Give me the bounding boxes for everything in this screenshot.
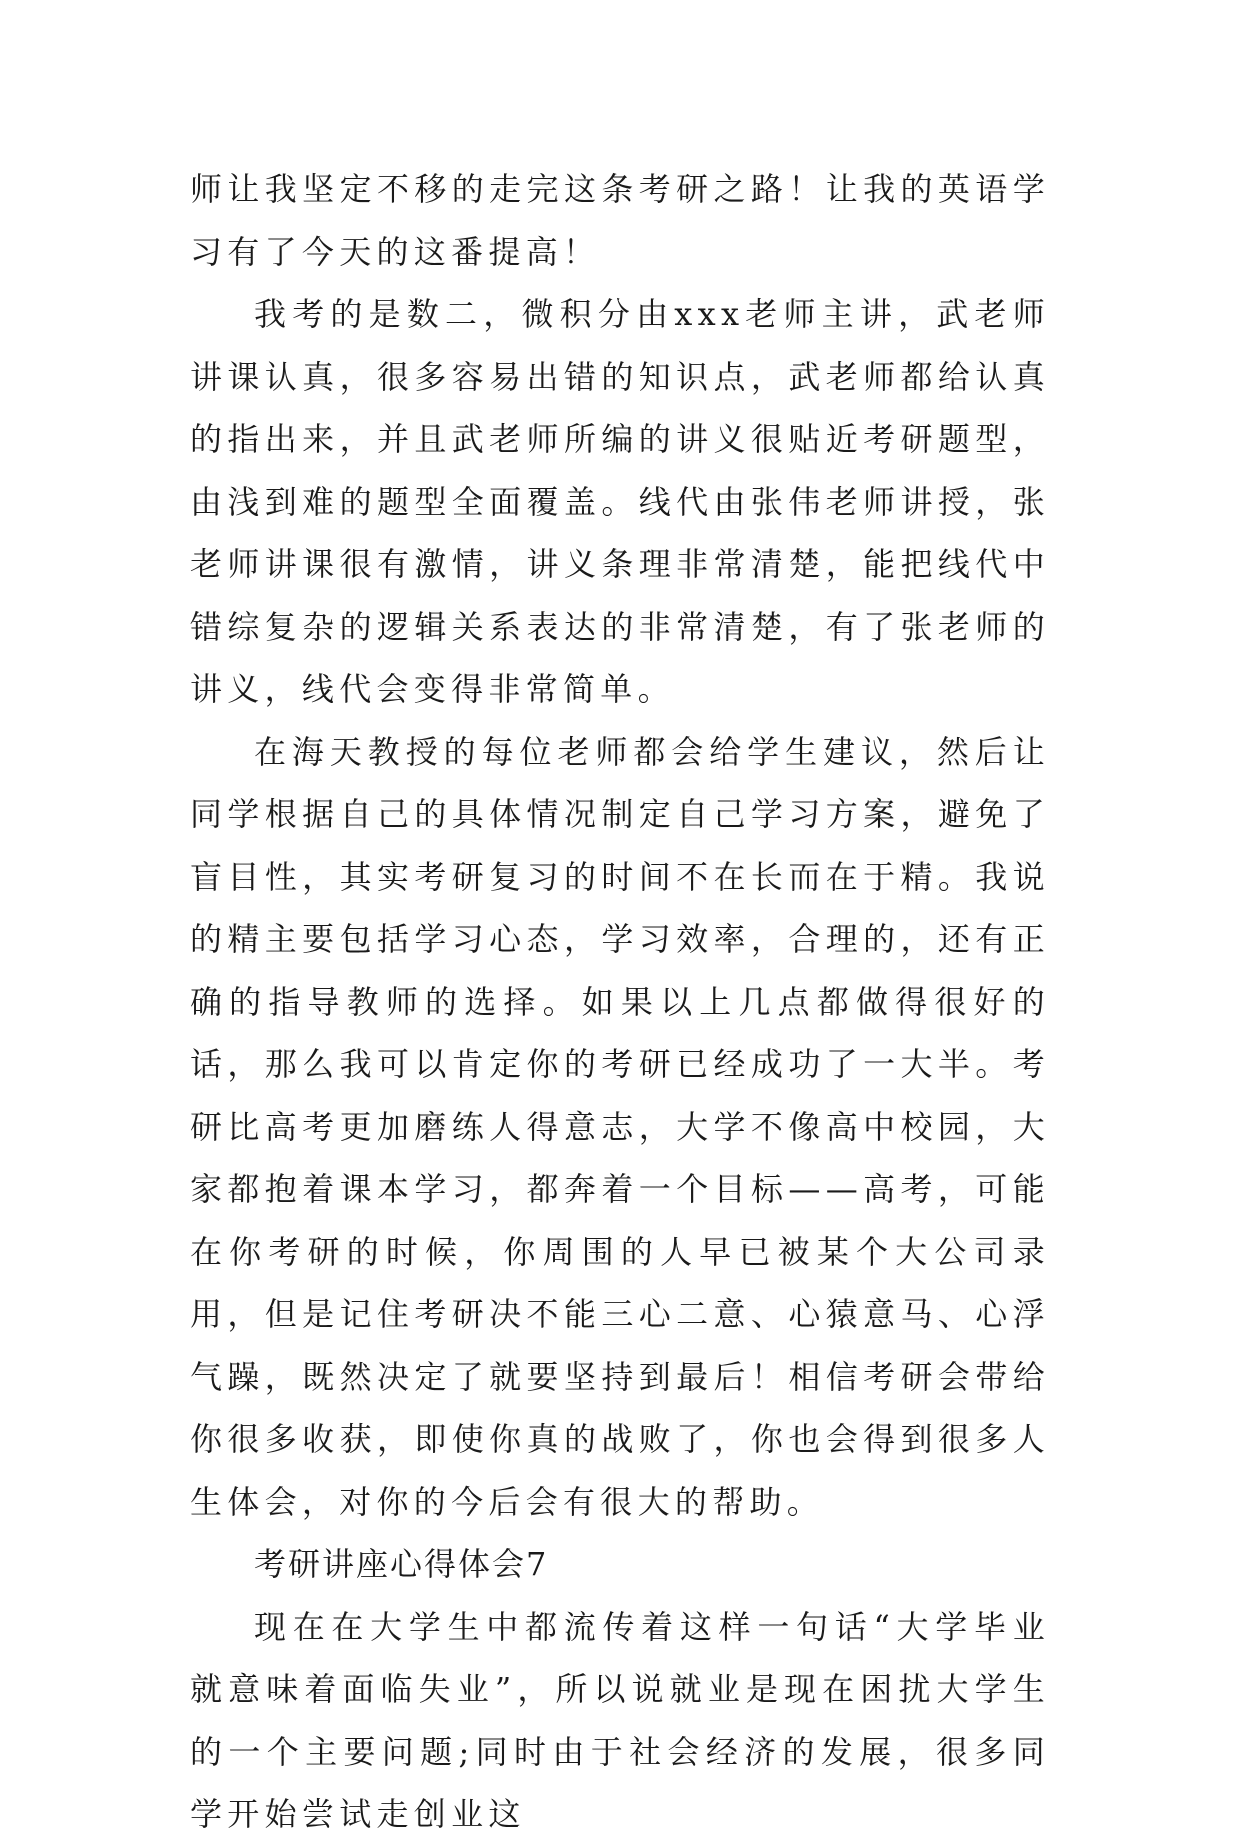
section-heading: 考研讲座心得体会7	[254, 1545, 549, 1583]
continuation-paragraph: 师让我坚定不移的走完这条考研之路！让我的英语学习有了今天的这番提高！	[190, 170, 1050, 271]
paragraph-math-teachers: 我考的是数二，微积分由xxx老师主讲，武老师讲课认真，很多容易出错的知识点，武老师都给认真的指出来，并且武老师所编的讲义很贴近考研题型，由浅到难的题型全面覆盖。线代由张伟老师讲授，张老师讲课很有激情，讲义条理非常清楚，能把线代中错综复杂的逻辑关系表达的非常清楚，有了张老师的讲义，线代会变得非常简单。	[190, 295, 1050, 708]
paragraph-study-advice: 在海天教授的每位老师都会给学生建议，然后让同学根据自己的具体情况制定自己学习方案，避免了盲目性，其实考研复习的时间不在长而在于精。我说的精主要包括学习心态，学习效率，合理的，还有正确的指导教师的选择。如果以上几点都做得很好的话，那么我可以肯定你的考研已经成功了一大半。考研比高考更加磨练人得意志，大学不像高中校园，大家都抱着课本学习，都奔着一个目标——高考，可能在你考研的时候，你周围的人早已被某个大公司录用，但是记住考研决不能三心二意、心猿意马、心浮气躁，既然决定了就要坚持到最后！相信考研会带给你很多收获，即使你真的战败了，你也会得到很多人生体会，对你的今后会有很大的帮助。	[190, 732, 1050, 1521]
paragraph-employment: 现在在大学生中都流传着这样一句话“大学毕业就意味着面临失业”，所以说就业是现在困扰大学生的一个主要问题;同时由于社会经济的发展，很多同学开始尝试走创业这	[190, 1607, 1050, 1833]
document-body	[190, 158, 1050, 1846]
